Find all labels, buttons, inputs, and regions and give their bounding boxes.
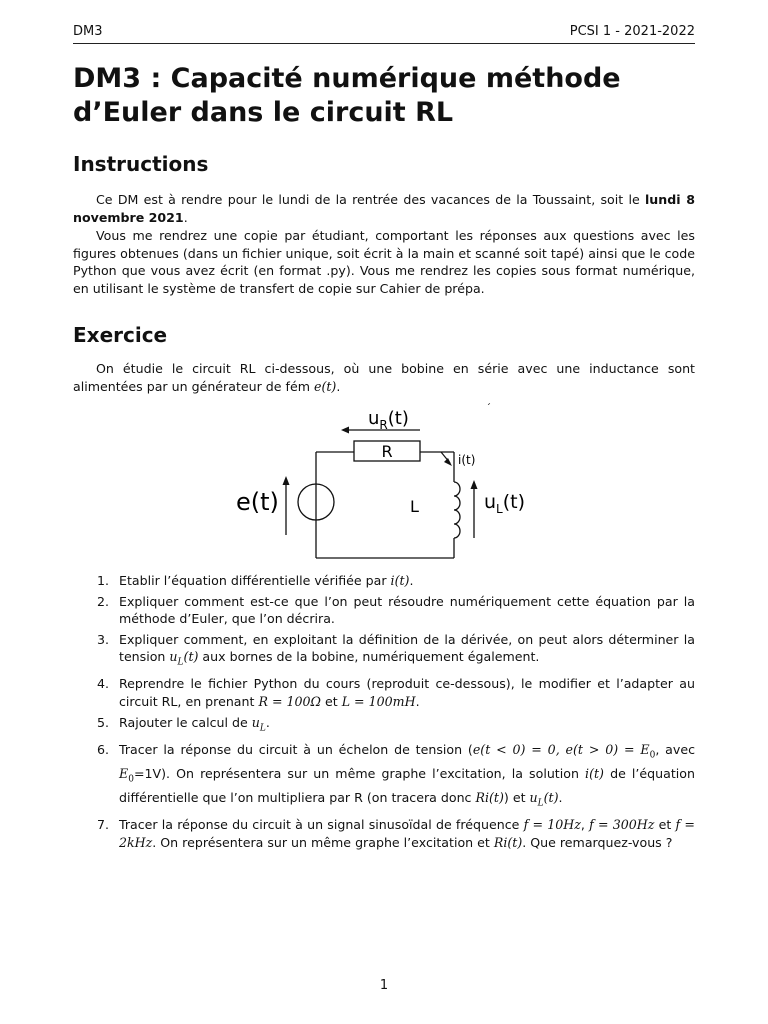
inductor-symbol <box>454 482 460 538</box>
header-right: PCSI 1 - 2021-2022 <box>569 24 695 39</box>
question-7: 7. Tracer la réponse du circuit à un signal sinusoïdal de fréquence f = 10Hz, f = 300Hz et f = 2kHz. On représentera sur un même graphe l’excitation et Ri(t). Que remarquez-vous ? <box>97 817 695 850</box>
svg-text:´: ´ <box>486 403 491 414</box>
question-6: 6. Tracer la réponse du circuit à un échelon de tension (e(t < 0) = 0, $e(t > 0) = E_0$, avec $E_0=1V$). On représentera sur un même graphe l’excitation, la solution i(t) de l’équation différentielle que l’on multipliera par R (on tracera donc Ri(t)) et $u_L(t)$. <box>97 741 696 809</box>
questions-list <box>73 572 695 854</box>
page-header <box>73 24 695 44</box>
ul-label: $u_L(t)$ <box>484 491 526 516</box>
instructions-paragraph-2: Vous me rendrez une copie par étudiant, comportant les réponses aux questions avec les figures obtenues (dans un fichier unique, soit écrit à la main et scanné soit tapé) ainsi que le code Python que vous avez écrit (en format .py). Vous me rendrez les copies sous format numérique, en utilisant le système de transfert de copie sur Cahier de prépa. <box>73 228 695 296</box>
exercice-intro: On étudie le circuit RL ci-dessous, où une bobine en série avec une inductance sont alimentées par un générateur de fém e(t). <box>73 361 695 394</box>
header-left: DM3 <box>73 24 103 39</box>
resistor-label: R <box>381 442 393 461</box>
instructions-paragraph-1: Ce DM est à rendre pour le lundi de la rentrée des vacances de la Toussaint, soit le lundi 8 novembre 2021. <box>73 192 695 225</box>
inductor-label: L <box>410 497 419 516</box>
question-5: 5. Rajouter le calcul de $u_L$. <box>97 714 270 734</box>
circuit-wires <box>316 452 454 558</box>
source-label: e(t) <box>236 488 279 516</box>
section-instructions-heading: Instructions <box>73 152 209 176</box>
rl-circuit-diagram <box>228 400 548 565</box>
question-1: 1. Etablir l’équation différentielle vérifiée par i(t). <box>97 573 414 588</box>
due-date: lundi 8 novembre 2021 <box>73 192 695 225</box>
ur-label: $u_R(t)$ <box>368 408 409 432</box>
question-4: 4. Reprendre le fichier Python du cours (reproduit ce-dessous), le modifier et l’adapter au circuit RL, en prenant R = 100Ω et L = 100mH. <box>97 676 695 710</box>
page-number: 1 <box>379 978 389 993</box>
section-exercice-heading: Exercice <box>73 323 168 347</box>
document-title: DM3 : Capacité numérique méthode d’Euler dans le circuit RL <box>73 63 621 128</box>
question-2: 2. Expliquer comment est-ce que l’on peut résoudre numériquement cette équation par la méthode d’Euler, que l’on décrira. <box>97 593 695 627</box>
current-label: i(t) <box>458 453 476 467</box>
question-3: 3. Expliquer comment, en exploitant la définition de la dérivée, on peut alors déterminer la tension $u_L(t)$ aux bornes de la bobine, numériquement également. <box>97 631 695 668</box>
